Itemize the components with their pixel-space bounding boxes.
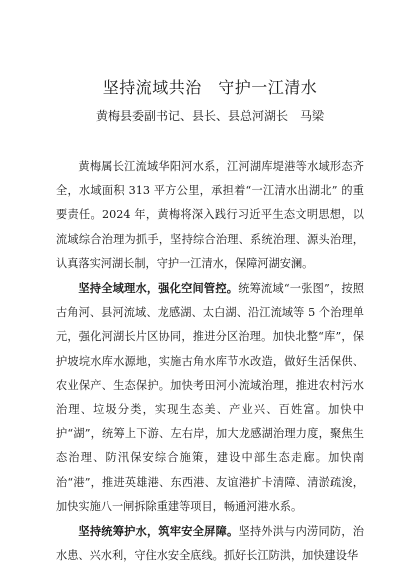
paragraph-lead: 坚持全域理水，强化空间管控。: [78, 281, 239, 296]
paragraph-text: 统筹流域“一张图”，按照古角河、县河流域、龙感湖、太白湖、沿江流域等 5 个治理单元，强化河湖长片区协同，推进分区治理。加快北整“库”，保护坡垸水库水源地，实施古角水库节水改造，做好生活保供、农业保产、生态保护。加快考田河小流域治理，推进农村污水治理、垃圾分类，实现生态美、产业兴、百姓富。加快中护“湖”，统筹上下游、左右岸，加大龙感湖治理力度，聚焦生态治理、防汛保安综合施策，建设中部生态走廊。加快南治“港”，推进英雄港、东西港、友谊港扩卡清障、清淤疏浚，加快实施八一闸拆除重建等项目，畅通河港水系。: [56, 282, 364, 513]
paragraph-lead: 坚持统筹护水，筑牢安全屏障。: [78, 524, 239, 539]
paragraph-text: 黄梅属长江流域华阳河水系，江河湖库堤港等水域形态齐全，水域面积 313 平方公里，承担着“一江清水出湖北” 的重要责任。2024 年，黄梅将深入践行习近平生态文明思想，以流域综合治理为抓手，坚持综合治理、系统治理、源头治理，认真落实河湖长制，守护一江清水，保障河湖安澜。: [56, 160, 364, 270]
article-byline: 黄梅县委副书记、县长、县总河湖长 马梁: [95, 109, 324, 123]
article-title: 坚持流域共治 守护一江清水: [102, 78, 318, 97]
paragraph-water-governance: [56, 276, 364, 519]
paragraph-water-protection: [56, 519, 364, 568]
paragraph-intro: [56, 154, 364, 276]
paragraph-text: 坚持外洪与内涝同防，治水患、兴水利，守住水安全底线。抓好长江防洪，加快建设华: [56, 525, 364, 563]
